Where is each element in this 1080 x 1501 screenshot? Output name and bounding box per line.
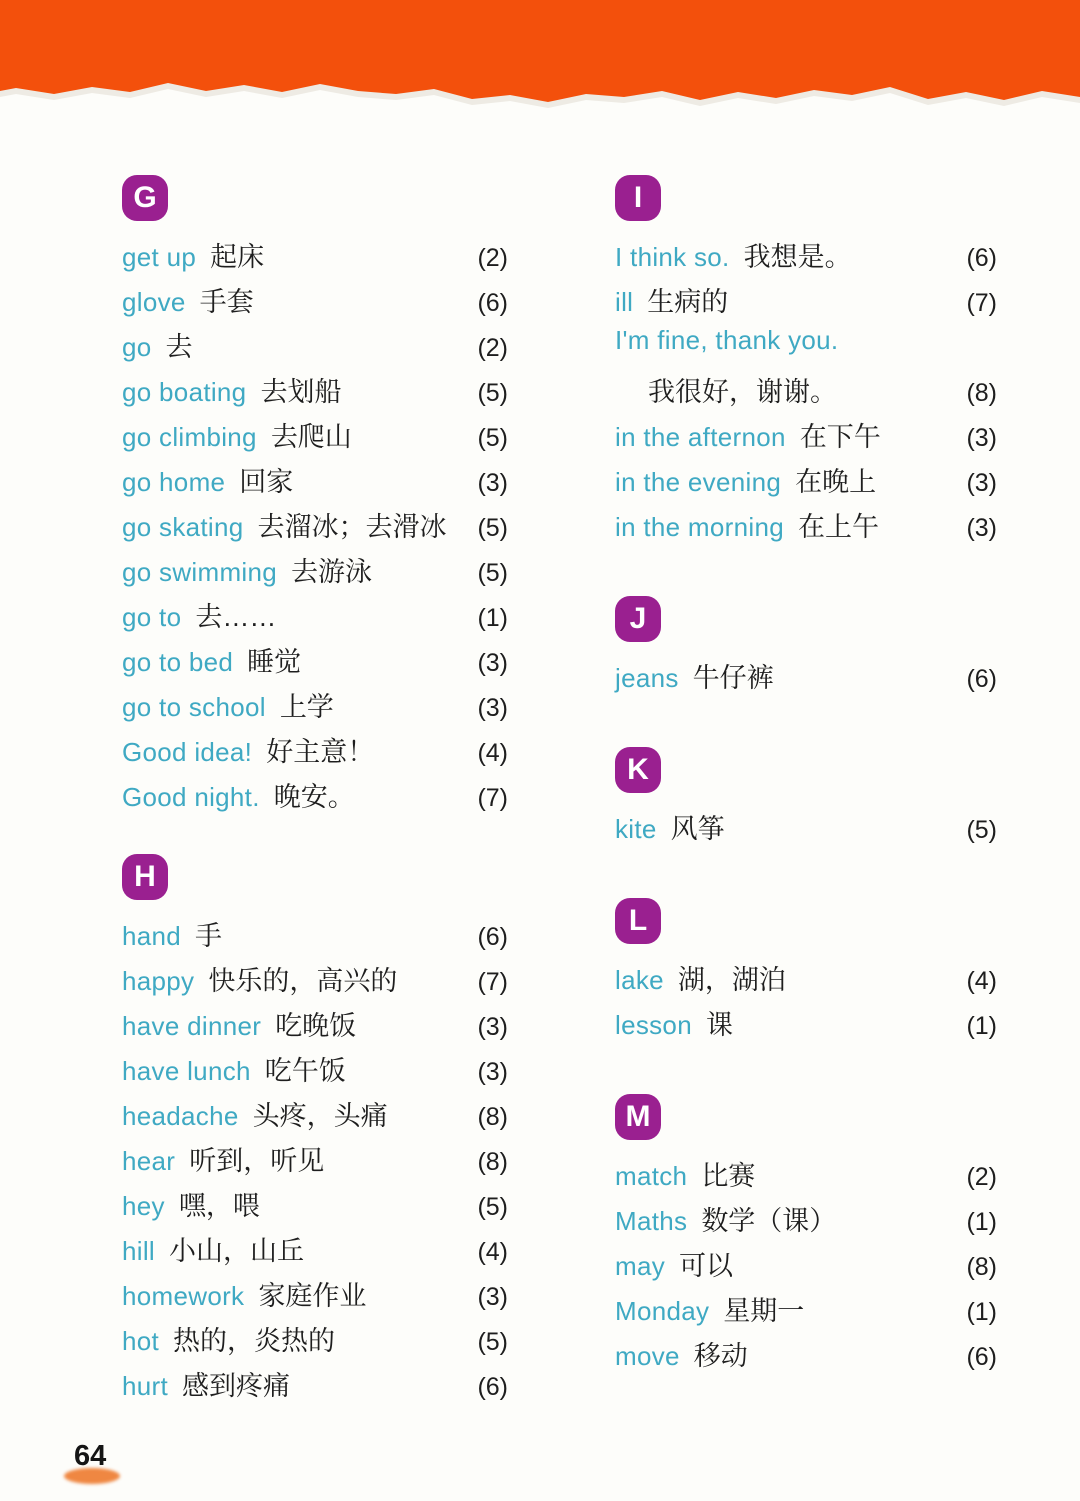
column-right <box>615 175 997 1379</box>
entry-row <box>122 685 508 730</box>
entry-chinese: 感到疼痛 <box>182 1371 291 1401</box>
entry-english: match <box>615 1161 688 1191</box>
entry-unit-number: (4) <box>477 739 508 767</box>
section-letter-badge-j: J <box>615 596 661 642</box>
entry-unit-number: (3) <box>477 694 508 722</box>
entry-english: go skating <box>122 512 244 542</box>
entry-english: go boating <box>122 377 247 407</box>
entry-english: go to <box>122 602 182 632</box>
entry-chinese: 吃午饭 <box>264 1056 346 1086</box>
entry-unit-number: (7) <box>966 289 997 317</box>
entry-english: homework <box>122 1281 245 1311</box>
entry-row <box>615 1003 997 1048</box>
entry-english: go to school <box>122 692 266 722</box>
entry-row <box>122 235 508 280</box>
entry-chinese: 风筝 <box>670 814 725 844</box>
entry-row <box>615 505 997 550</box>
entry-row <box>122 959 508 1004</box>
entry-unit-number: (6) <box>966 244 997 272</box>
entry-chinese: 课 <box>705 1010 733 1040</box>
entry-row <box>122 505 508 550</box>
entry-english: in the morning <box>615 512 784 542</box>
entry-row <box>615 325 997 370</box>
entry-unit-number: (6) <box>477 1373 508 1401</box>
entry-english: Good idea! <box>122 737 253 767</box>
entry-english: lake <box>615 965 664 995</box>
entry-row <box>615 235 997 280</box>
entry-english: I think so. <box>615 242 730 272</box>
entry-unit-number: (8) <box>966 379 997 407</box>
entry-english: may <box>615 1251 666 1281</box>
entry-unit-number: (1) <box>477 604 508 632</box>
entry-chinese: 比赛 <box>701 1161 756 1191</box>
entry-chinese: 听到，听见 <box>189 1146 325 1176</box>
entry-row <box>122 1319 508 1364</box>
entry-chinese: 起床 <box>210 242 265 272</box>
entry-english: hand <box>122 921 182 951</box>
entry-unit-number: (5) <box>477 1193 508 1221</box>
entry-row <box>615 1289 997 1334</box>
entry-chinese: 手套 <box>199 287 254 317</box>
entry-english: hey <box>122 1191 165 1221</box>
entry-english: I'm fine, thank you. <box>615 325 839 355</box>
entry-unit-number: (6) <box>477 923 508 951</box>
entry-chinese: 快乐的，高兴的 <box>208 966 398 996</box>
entry-chinese: 牛仔裤 <box>692 663 774 693</box>
entry-row <box>122 1274 508 1319</box>
entry-english: hurt <box>122 1371 169 1401</box>
entry-chinese: 头疼，头痛 <box>252 1101 388 1131</box>
entry-english: hot <box>122 1326 160 1356</box>
entry-english: in the evening <box>615 467 782 497</box>
entry-english: move <box>615 1341 680 1371</box>
entry-english: go to bed <box>122 647 234 677</box>
entry-chinese: 好主意！ <box>266 737 375 767</box>
entry-chinese: 去…… <box>195 602 277 632</box>
entry-row <box>122 595 508 640</box>
entry-english: Good night. <box>122 782 260 812</box>
entry-unit-number: (5) <box>477 514 508 542</box>
entry-unit-number: (3) <box>477 469 508 497</box>
entry-english: hill <box>122 1236 155 1266</box>
entry-row <box>122 1139 508 1184</box>
entry-unit-number: (6) <box>966 1343 997 1371</box>
entry-unit-number: (3) <box>477 1013 508 1041</box>
torn-paper-header <box>0 0 1080 125</box>
entry-english: headache <box>122 1101 239 1131</box>
entry-row <box>122 325 508 370</box>
entry-english: jeans <box>615 663 679 693</box>
entry-row <box>615 1334 997 1379</box>
entry-unit-number: (3) <box>477 649 508 677</box>
entry-row <box>122 1049 508 1094</box>
entry-row <box>122 775 508 820</box>
entry-row <box>122 1184 508 1229</box>
entry-unit-number: (7) <box>477 784 508 812</box>
entry-unit-number: (4) <box>477 1238 508 1266</box>
entry-unit-number: (5) <box>966 816 997 844</box>
entry-row <box>122 640 508 685</box>
entry-english: happy <box>122 966 195 996</box>
entry-row <box>615 370 997 415</box>
entry-chinese: 回家 <box>239 467 294 497</box>
entry-unit-number: (2) <box>477 244 508 272</box>
entry-row <box>122 550 508 595</box>
entry-chinese: 晚安。 <box>273 782 355 812</box>
entry-unit-number: (5) <box>477 1328 508 1356</box>
entry-unit-number: (5) <box>477 379 508 407</box>
entry-english: Monday <box>615 1296 710 1326</box>
entry-chinese: 去 <box>165 332 193 362</box>
entry-unit-number: (1) <box>966 1012 997 1040</box>
entry-unit-number: (6) <box>966 665 997 693</box>
entry-chinese: 生病的 <box>647 287 729 317</box>
entry-chinese: 星期一 <box>723 1296 805 1326</box>
entry-unit-number: (3) <box>966 514 997 542</box>
entry-chinese: 上学 <box>279 692 334 722</box>
section-letter-badge-l: L <box>615 898 661 944</box>
column-left <box>122 175 508 1409</box>
entry-english: hear <box>122 1146 176 1176</box>
entry-chinese: 我很好，谢谢。 <box>648 377 837 407</box>
section-letter-badge-h: H <box>122 854 168 900</box>
entry-english: have lunch <box>122 1056 251 1086</box>
entry-chinese: 在上午 <box>797 512 879 542</box>
entry-unit-number: (3) <box>477 1283 508 1311</box>
entry-row <box>122 415 508 460</box>
entry-unit-number: (3) <box>966 424 997 452</box>
entry-row <box>615 958 997 1003</box>
entry-english: get up <box>122 242 197 272</box>
entry-unit-number: (1) <box>966 1298 997 1326</box>
entry-chinese: 去爬山 <box>270 422 352 452</box>
entry-row <box>122 370 508 415</box>
entry-unit-number: (2) <box>966 1163 997 1191</box>
section-letter-badge-k: K <box>615 747 661 793</box>
entry-chinese: 湖，湖泊 <box>677 965 786 995</box>
entry-row <box>615 1244 997 1289</box>
entry-row <box>615 656 997 701</box>
entry-row <box>615 807 997 852</box>
entry-unit-number: (8) <box>966 1253 997 1281</box>
entry-unit-number: (6) <box>477 289 508 317</box>
entry-unit-number: (5) <box>477 424 508 452</box>
entry-row <box>122 730 508 775</box>
entry-chinese: 睡觉 <box>247 647 302 677</box>
entry-row <box>615 280 997 325</box>
entry-unit-number: (2) <box>477 334 508 362</box>
entry-english: glove <box>122 287 186 317</box>
entry-english: Maths <box>615 1206 688 1236</box>
entry-chinese: 去划船 <box>260 377 342 407</box>
entry-row <box>122 1229 508 1274</box>
entry-chinese: 去溜冰；去滑冰 <box>257 512 447 542</box>
entry-unit-number: (8) <box>477 1148 508 1176</box>
entry-row <box>615 460 997 505</box>
entry-english: kite <box>615 814 657 844</box>
entry-chinese: 数学（课） <box>701 1206 837 1236</box>
entry-row <box>615 1199 997 1244</box>
entry-chinese: 可以 <box>679 1251 734 1281</box>
entry-chinese: 在下午 <box>799 422 881 452</box>
entry-row <box>122 1364 508 1409</box>
section-letter-badge-g: G <box>122 175 168 221</box>
glossary-content <box>0 175 1080 1409</box>
entry-english: in the afternon <box>615 422 786 452</box>
page-number-text: 64 <box>74 1440 107 1472</box>
entry-english: lesson <box>615 1010 692 1040</box>
entry-chinese: 我想是。 <box>743 242 852 272</box>
entry-unit-number: (4) <box>966 967 997 995</box>
entry-english: go climbing <box>122 422 257 452</box>
entry-row <box>615 415 997 460</box>
entry-row <box>122 1094 508 1139</box>
entry-chinese: 嘿，喂 <box>178 1191 260 1221</box>
entry-chinese: 吃晚饭 <box>275 1011 357 1041</box>
entry-unit-number: (3) <box>966 469 997 497</box>
entry-chinese: 去游泳 <box>291 557 373 587</box>
entry-english: go home <box>122 467 226 497</box>
entry-chinese: 移动 <box>693 1341 748 1371</box>
entry-unit-number: (3) <box>477 1058 508 1086</box>
entry-unit-number: (1) <box>966 1208 997 1236</box>
entry-row <box>122 280 508 325</box>
entry-english: have dinner <box>122 1011 262 1041</box>
page-number <box>62 1438 132 1488</box>
entry-row <box>122 460 508 505</box>
entry-row <box>615 1154 997 1199</box>
entry-chinese: 家庭作业 <box>258 1281 367 1311</box>
entry-unit-number: (8) <box>477 1103 508 1131</box>
entry-chinese: 小山，山丘 <box>169 1236 304 1266</box>
entry-row <box>122 1004 508 1049</box>
entry-chinese: 在晚上 <box>795 467 877 497</box>
entry-english: ill <box>615 287 634 317</box>
entry-english: go <box>122 332 152 362</box>
section-letter-badge-i: I <box>615 175 661 221</box>
section-letter-badge-m: M <box>615 1094 661 1140</box>
entry-unit-number: (5) <box>477 559 508 587</box>
entry-unit-number: (7) <box>477 968 508 996</box>
entry-english: go swimming <box>122 557 278 587</box>
entry-chinese: 热的，炎热的 <box>173 1326 336 1356</box>
entry-row <box>122 914 508 959</box>
entry-chinese: 手 <box>195 921 223 951</box>
